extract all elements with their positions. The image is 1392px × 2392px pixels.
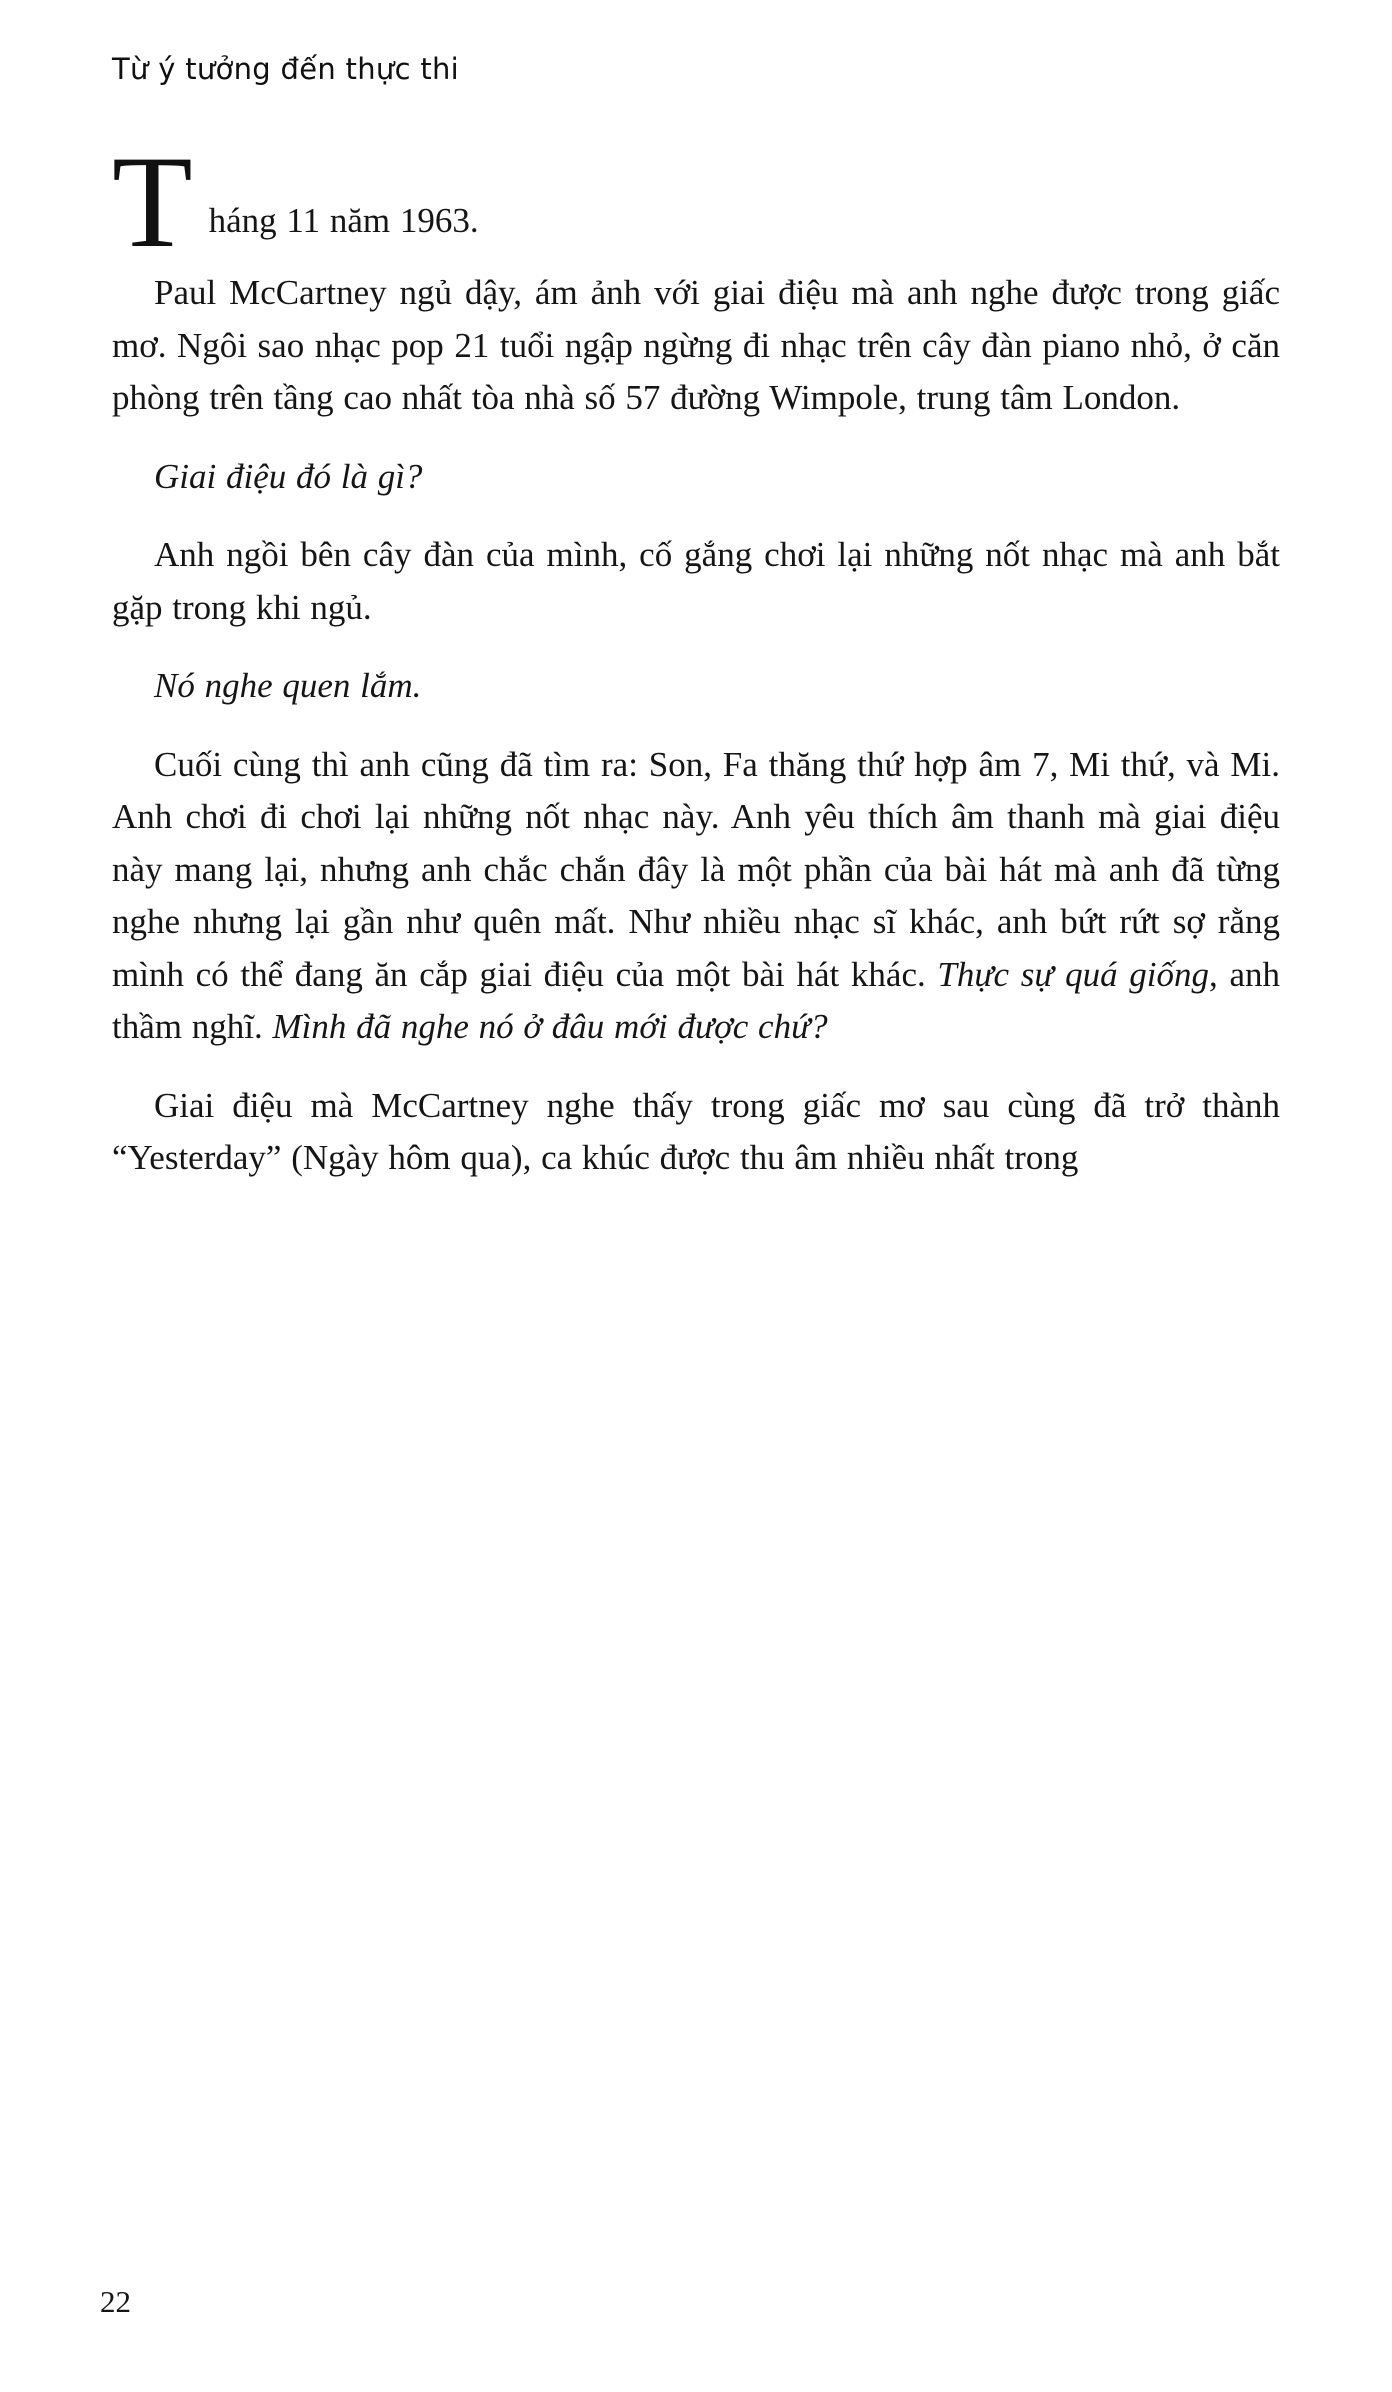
paragraph-yesterday: Giai điệu mà McCartney nghe thấy trong giấc mơ sau cùng đã trở thành “Yesterday” (Ngày hôm qua), ca khúc được thu âm nhiều nhất trong (112, 1085, 1280, 1178)
chords-segment-normal-1: Cuối cùng thì anh cũng đã tìm ra: Son, Fa thăng thứ hợp âm 7, Mi thứ, và Mi. Anh chơi đi chơi lại những nốt nhạc này. Anh yêu thích âm thanh mà giai điệu này mang lại, nhưng anh chắc chắn đây là một phần của bài hát mà anh đã từng nghe nhưng lại gần như quên mất. Như nhiều nhạc sĩ khác, anh bứt rứt sợ rằng mình có thể đang ăn cắp giai điệu của một bài hát khác. (112, 744, 1280, 994)
page-number: 22 (100, 2284, 131, 2319)
paragraph-piano: Anh ngồi bên cây đàn của mình, cố gắng chơi lại những nốt nhạc mà anh bắt gặp trong khi ngủ. (112, 535, 1280, 627)
chords-segment-normal-2: , anh thầm nghĩ. (112, 954, 1280, 1047)
italic-line-familiar: Nó nghe quen lắm. (154, 666, 422, 706)
chords-segment-italic-2: Mình đã nghe nó ở đâu mới được chứ? (272, 1007, 828, 1047)
running-head: Từ ý tưởng đến thực thi (112, 52, 460, 86)
chords-segment-italic-1: Thực sự quá giống (937, 954, 1210, 994)
opening-paragraph (112, 128, 1280, 275)
opening-line: háng 11 năm 1963. (208, 200, 479, 240)
drop-cap: T (112, 128, 193, 275)
paragraph-paul-mccartney: Paul McCartney ngủ dậy, ám ảnh với giai điệu mà anh nghe được trong giấc mơ. Ngôi sao nhạc pop 21 tuổi ngập ngừng đi nhạc trên cây đàn piano nhỏ, ở căn phòng trên tầng cao nhất tòa nhà số 57 đường Wimpole, trung tâm London. (112, 273, 1280, 418)
paragraph-chords (112, 739, 1280, 1054)
italic-question-melody: Giai điệu đó là gì? (154, 456, 423, 496)
body-text (112, 128, 1280, 1185)
